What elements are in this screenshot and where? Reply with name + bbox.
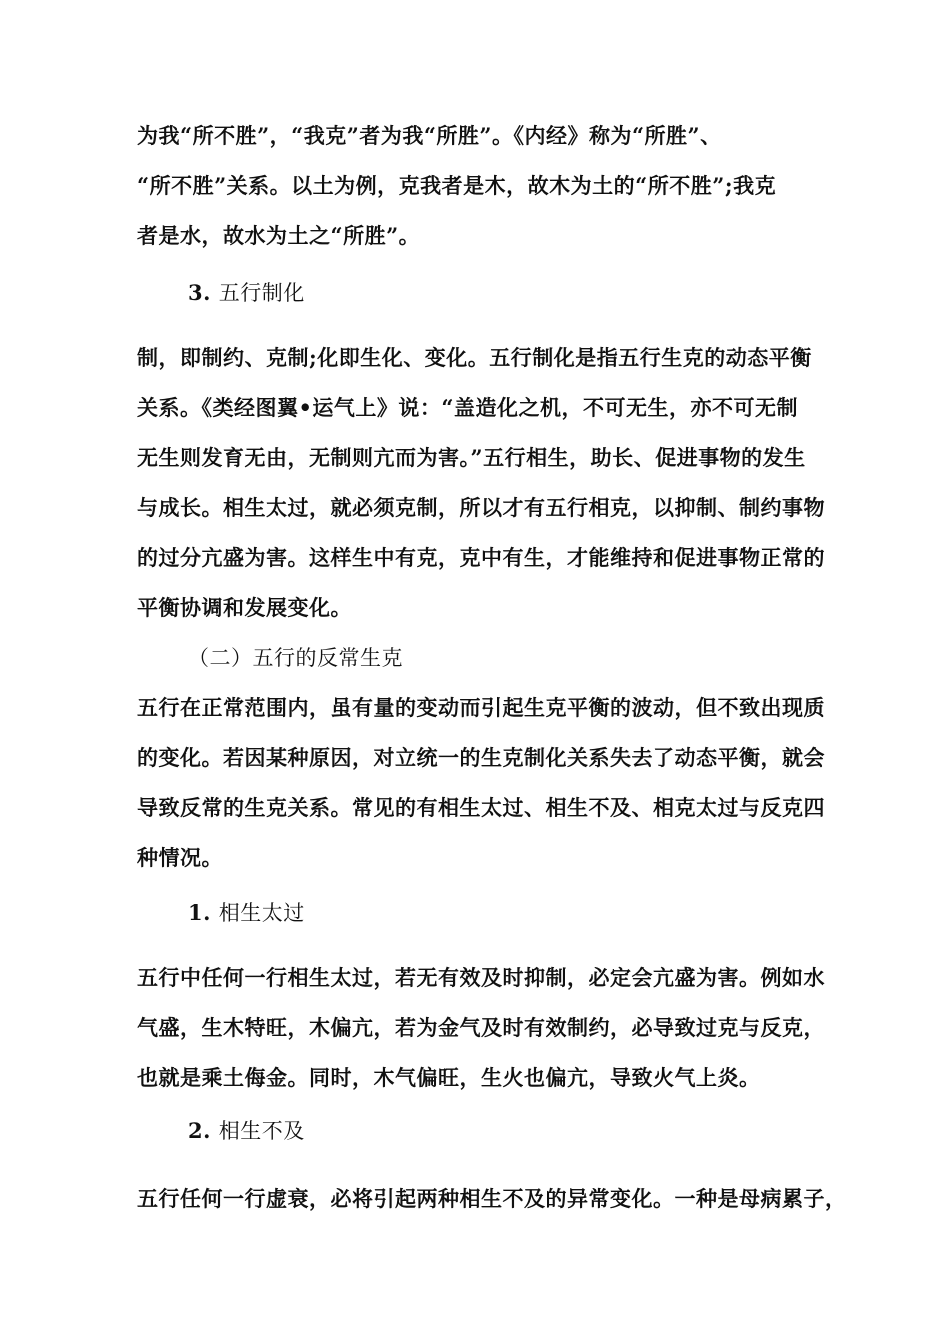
- paragraph-line-17: 五行任何一行虚衰，必将引起两种相生不及的异常变化。一种是母病累子，: [137, 1186, 847, 1211]
- paragraph-line-2: “所不胜”关系。以土为例，克我者是木，故木为土的“所不胜”;我克: [137, 173, 777, 198]
- section-heading-3-title: 五行制化: [218, 281, 305, 305]
- section-heading-1-number: 1.: [188, 900, 211, 925]
- section-heading-3-number: 3.: [188, 280, 211, 305]
- section-heading-1: [188, 899, 305, 927]
- section-heading-1-title: 相生太过: [218, 901, 305, 925]
- paragraph-line-3: 者是水，故水为土之“所胜”。: [137, 223, 421, 248]
- paragraph-line-7: 与成长。相生太过，就必须克制，所以才有五行相克，以抑制、制约事物: [137, 495, 825, 520]
- paragraph-line-16: 也就是乘土侮金。同时，木气偏旺，生火也偏亢，导致火气上炎。: [137, 1065, 761, 1090]
- section-heading-2-number: 2.: [188, 1118, 211, 1143]
- paragraph-line-11: 的变化。若因某种原因，对立统一的生克制化关系失去了动态平衡，就会: [137, 745, 825, 770]
- subsection-heading-2: （二）五行的反常生克: [188, 646, 403, 670]
- paragraph-line-8: 的过分亢盛为害。这样生中有克，克中有生，才能维持和促进事物正常的: [137, 545, 825, 570]
- section-heading-3: [188, 279, 305, 307]
- paragraph-line-9: 平衡协调和发展变化。: [137, 595, 352, 620]
- paragraph-line-10: 五行在正常范围内，虽有量的变动而引起生克平衡的波动，但不致出现质: [137, 695, 825, 720]
- paragraph-line-6: 无生则发育无由，无制则亢而为害。”五行相生，助长、促进事物的发生: [137, 445, 806, 470]
- paragraph-line-5: 关系。《类经图翼•运气上》说：“盖造化之机，不可无生，亦不可无制: [137, 395, 798, 420]
- paragraph-line-15: 气盛，生木特旺，木偏亢，若为金气及时有效制约，必导致过克与反克，: [137, 1015, 825, 1040]
- paragraph-line-13: 种情况。: [137, 845, 223, 870]
- section-heading-2-title: 相生不及: [218, 1119, 305, 1143]
- section-heading-2: [188, 1117, 305, 1145]
- paragraph-line-14: 五行中任何一行相生太过，若无有效及时抑制，必定会亢盛为害。例如水: [137, 965, 825, 990]
- paragraph-line-12: 导致反常的生克关系。常见的有相生太过、相生不及、相克太过与反克四: [137, 795, 825, 820]
- paragraph-line-1: 为我“所不胜”，“我克”者为我“所胜”。《内经》称为“所胜”、: [137, 123, 722, 148]
- paragraph-line-4: 制，即制约、克制;化即生化、变化。五行制化是指五行生克的动态平衡: [137, 345, 812, 370]
